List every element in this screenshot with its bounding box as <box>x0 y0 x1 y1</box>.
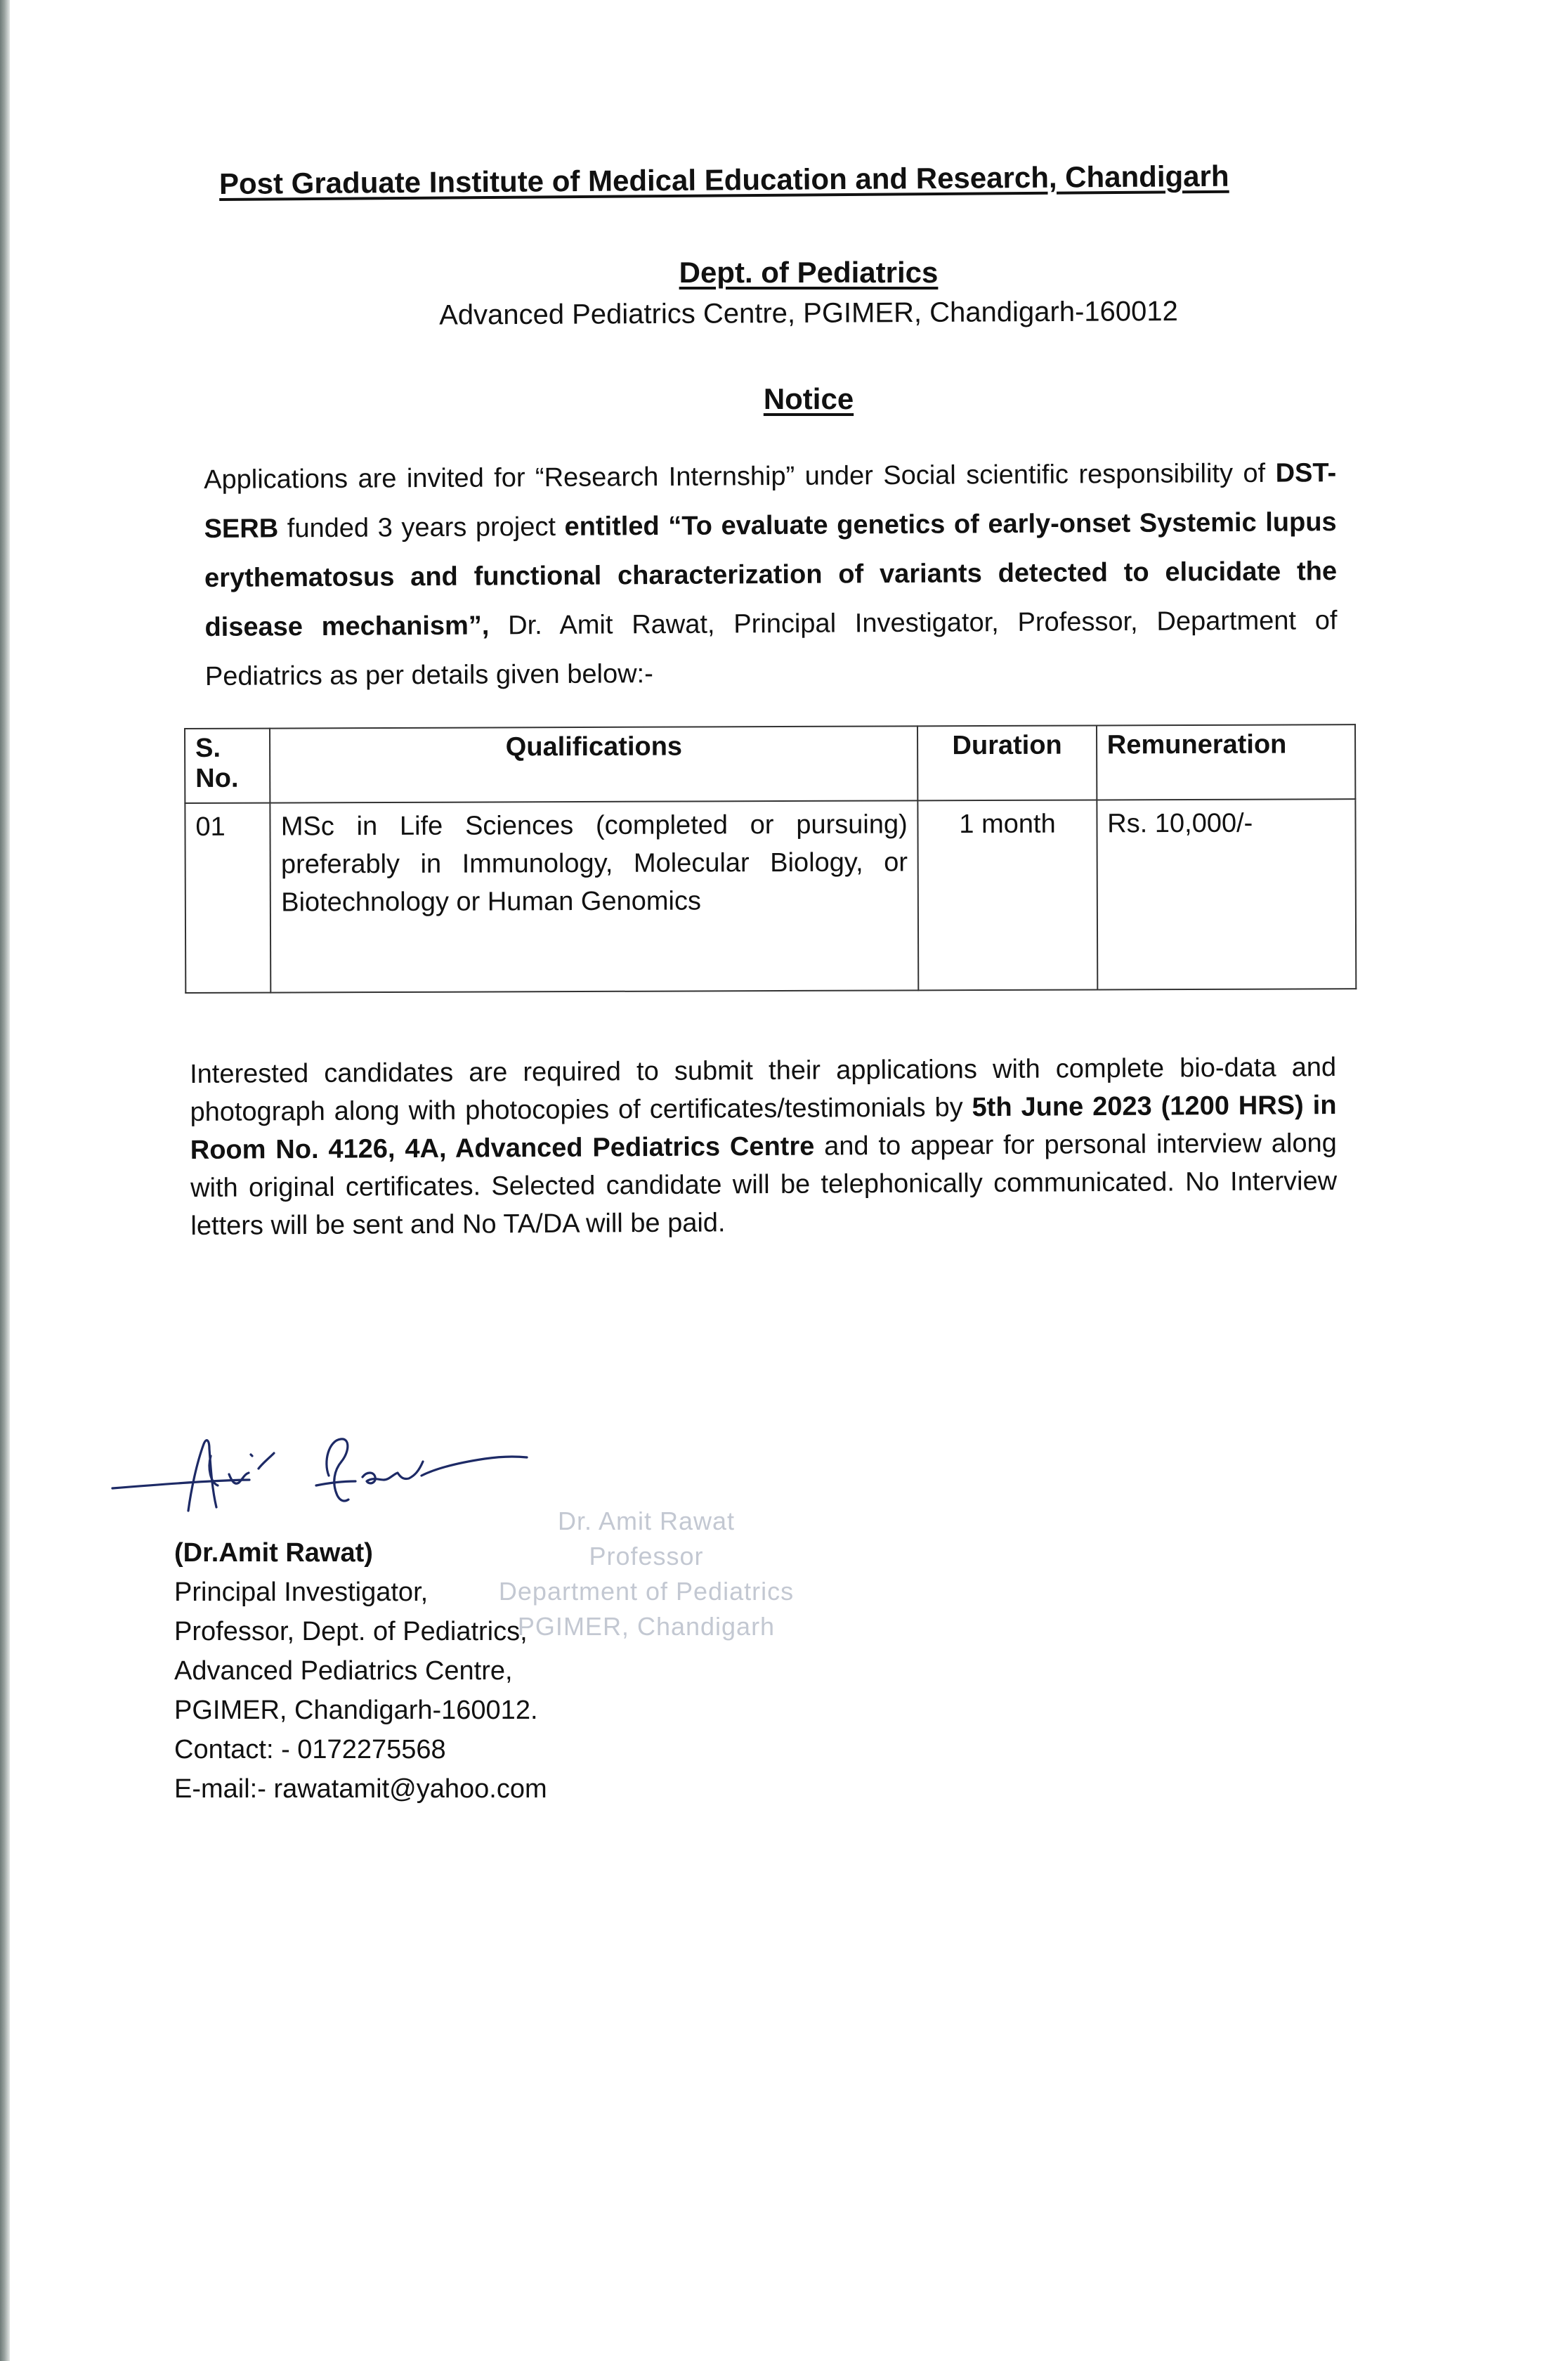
institute-title: Post Graduate Institute of Medical Education and Research, Chandigarh <box>218 159 1229 200</box>
signatory-email: E-mail:- rawatamit@yahoo.com <box>174 1774 547 1804</box>
header-qualifications: Qualifications <box>270 726 917 802</box>
intro-project-title: entitled “To evaluate genetics of early-onset Systemic lupus erythematosus and functional characterization of variants detected to elucidate the disease mechanism”, <box>204 507 1338 642</box>
intro-text-1: Applications are invited for “Research Internship” under Social scientific responsibility of <box>204 458 1276 495</box>
header-sno: S. No. <box>185 729 270 803</box>
cell-sno: 01 <box>185 803 270 993</box>
instructions-deadline-venue: 5th June 2023 (1200 HRS) in Room No. 4126, 4A, Advanced Pediatrics Centre <box>190 1091 1337 1165</box>
stamp-line-title: Professor <box>589 1542 704 1570</box>
signatory-centre: Advanced Pediatrics Centre, <box>174 1656 513 1686</box>
table-row <box>185 799 1356 993</box>
department-heading: Dept. of Pediatrics <box>679 256 939 289</box>
signatory-block <box>174 1533 877 1809</box>
intro-text-2: funded 3 years project <box>278 512 565 544</box>
handwritten-signature <box>105 1412 611 1518</box>
department-address: Advanced Pediatrics Centre, PGIMER, Chandigarh-160012 <box>439 296 1178 331</box>
cell-duration: 1 month <box>918 800 1097 990</box>
signatory-contact: Contact: - 0172275568 <box>174 1735 446 1764</box>
header-duration: Duration <box>917 725 1097 800</box>
instructions-paragraph <box>190 1048 1338 1245</box>
instructions-text-2: and to appear for personal interview along with original certificates. Selected candidate will be telephonically communicated. No Interview letters will be sent and No TA/DA will be paid. <box>190 1129 1338 1241</box>
signatory-name: (Dr.Amit Rawat) <box>174 1538 373 1568</box>
table-header-row <box>185 724 1355 803</box>
stamp-line-department: Department of Pediatrics <box>498 1577 795 1606</box>
header-remuneration: Remuneration <box>1097 724 1356 800</box>
signatory-city: PGIMER, Chandigarh-160012. <box>174 1696 538 1725</box>
intro-paragraph <box>204 448 1338 701</box>
notice-heading: Notice <box>763 382 854 415</box>
intro-text-3: Dr. Amit Rawat, Principal Investigator, Professor, Department of Pediatrics as per details given below:- <box>204 606 1338 691</box>
intro-funder: DST-SERB <box>204 458 1337 544</box>
cell-remuneration: Rs. 10,000/- <box>1097 799 1356 989</box>
stamp-line-institute: PGIMER, Chandigarh <box>517 1612 776 1641</box>
signatory-position: Professor, Dept. of Pediatrics, <box>174 1617 528 1646</box>
details-table <box>184 724 1357 994</box>
instructions-text-1: Interested candidates are required to submit their applications with complete bio-data and photograph along with photocopies of certificates/testimonials by <box>190 1053 1337 1127</box>
cell-qualifications: MSc in Life Sciences (completed or pursuing) preferably in Immunology, Molecular Biology, or Biotechnology or Human Genomics <box>270 800 919 992</box>
signatory-role: Principal Investigator, <box>174 1578 429 1607</box>
stamp-line-name: Dr. Amit Rawat <box>557 1507 736 1535</box>
